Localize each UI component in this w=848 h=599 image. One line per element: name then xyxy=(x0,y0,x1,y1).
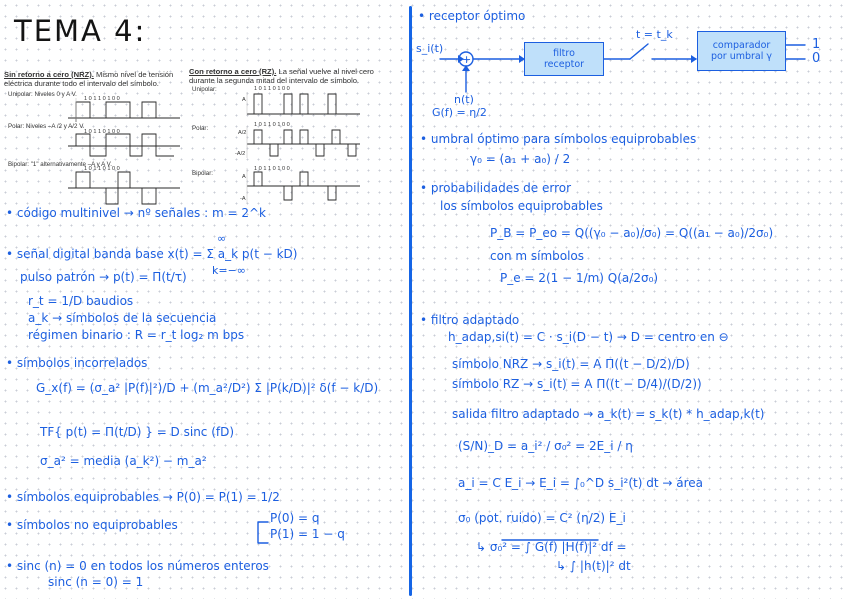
sum-lower-limit: k=−∞ xyxy=(212,264,246,277)
filtro-receptor-block: filtro receptor xyxy=(524,42,604,76)
brace-no-equiprobables xyxy=(258,522,268,543)
nrz-polar-label: Polar: Niveles –A /2 y A/2 V. xyxy=(8,123,85,130)
nrz-bipolar-label: Bipolar: "1" alternativamente –A y A V. xyxy=(8,161,112,168)
note-energia: a_i = C E_i → E_i = ∫₀^D s_i²(t) dt → área xyxy=(458,476,703,490)
note-pulso-patron: pulso patrón → p(t) = Π(t/τ) xyxy=(20,270,187,284)
note-pe: P_e = 2(1 − 1/m) Q(a/2σ₀) xyxy=(500,271,659,285)
sum-upper-limit: ∞ xyxy=(217,232,227,245)
bits-rz-bipolar: 1 0 1 1 0 1 0 0 xyxy=(254,166,290,172)
tick-a-rz-bipolar: A xyxy=(242,174,246,180)
bits-nrz-polar: 1 0 1 1 0 1 0 0 xyxy=(84,129,120,135)
nrz-description: Sin retorno a cero (NRZ). Mismo nivel de tensión eléctrica durante todo el intervalo del símbolo. xyxy=(4,70,174,88)
note-simbolo-nrz: símbolo NRZ → s_i(t) = A Π((t − D/2)/D) xyxy=(452,357,690,371)
comparador-block: comparador por umbral γ xyxy=(697,31,786,71)
tick-half-rz-polar: A/2 xyxy=(238,130,247,136)
note-snr: (S/N)_D = a_i² / σ₀² = 2E_i / η xyxy=(458,439,633,453)
tick-a-rz-unipolar: A xyxy=(242,97,246,103)
title-text: TEMA 4: xyxy=(14,14,147,48)
note-senal-digital: • señal digital banda base x(t) = Σ a_k p(t − kD) xyxy=(6,247,298,261)
note-no-equiprobables: • símbolos no equiprobables xyxy=(6,518,178,532)
switch-blade xyxy=(630,44,648,59)
note-equiprobables: • símbolos equiprobables → P(0) = P(1) = 1/2 xyxy=(6,490,280,504)
note-incorrelados: • símbolos incorrelados xyxy=(6,356,148,370)
note-potencia-ruido: σ₀ (pot. ruido) = C² (η/2) E_i xyxy=(458,511,626,525)
output-one: 1 xyxy=(812,37,821,52)
rz-bipolar-label: Bipolar: xyxy=(192,170,213,177)
note-baudios: r_t = 1/D baudios xyxy=(28,294,134,308)
note-regimen-binario: régimen binario : R = r_t log₂ m bps xyxy=(28,328,245,342)
noise-psd-label: G(f) = η/2 xyxy=(432,106,487,119)
bits-rz-polar: 1 0 1 1 0 1 0 0 xyxy=(254,122,290,128)
adder-plus: + xyxy=(462,53,472,66)
rz-description: Con retorno a cero (RZ). La señal vuelve al nivel cero durante la segunda mitad del intervalo de símbolo. xyxy=(189,67,374,85)
note-filtro-adaptado: • filtro adaptado xyxy=(420,313,520,327)
note-h-integral: ↳ ∫ |h(t)|² dt xyxy=(556,559,631,573)
nrz-unipolar-label: Unipolar: Niveles 0 y A V. xyxy=(8,91,77,98)
note-transformada: TF{ p(t) = Π(t/D) } = D sinc (fD) xyxy=(40,425,235,439)
receiver-input-label: s_i(t) xyxy=(416,42,444,55)
note-sinc-cero: sinc (n = 0) = 1 xyxy=(48,575,144,589)
bits-nrz-unipolar: 1 0 1 1 0 1 0 0 xyxy=(84,96,120,102)
note-prob-error: • probabilidades de error xyxy=(420,181,572,195)
rz-unipolar-label: Unipolar: xyxy=(192,86,217,93)
sampling-switch-label: t = t_k xyxy=(636,28,673,41)
note-gamma0: γ₀ = (a₁ + a₀) / 2 xyxy=(470,152,571,166)
note-m-simbolos: con m símbolos xyxy=(490,249,585,263)
note-salida-filtro: salida filtro adaptado → a_k(t) = s_k(t) * h_adap,k(t) xyxy=(452,407,765,421)
note-h-adap: h_adap,si(t) = C · s_i(D − t) → D = centro en ⊖ xyxy=(448,330,729,344)
note-prob-1-q: P(1) = 1 − q xyxy=(270,527,345,541)
note-varianza: σ_a² = media (a_k²) − m_a² xyxy=(40,454,207,468)
bits-nrz-bipolar: 1 0 1 1 0 1 0 0 xyxy=(84,166,120,172)
note-sigma-integral: ↳ σ₀² = ∫ G(f) |H(f)|² df = xyxy=(476,540,627,554)
output-zero: 0 xyxy=(812,51,821,66)
tick-neg-rz-bipolar: -A xyxy=(240,196,246,202)
note-simbolo-rz: símbolo RZ → s_i(t) = A Π((t − D/4)/(D/2)) xyxy=(452,377,702,391)
note-umbral-optimo: • umbral óptimo para símbolos equiprobables xyxy=(420,132,697,146)
note-sinc-enteros: • sinc (n) = 0 en todos los números enteros xyxy=(6,559,269,573)
note-simbolos-equiprobables: los símbolos equiprobables xyxy=(440,199,603,213)
noise-label: n(t) xyxy=(454,93,474,106)
note-simbolos-secuencia: a_k → símbolos de la secuencia xyxy=(28,311,217,325)
bits-rz-unipolar: 1 0 1 1 0 1 0 0 xyxy=(254,86,290,92)
tick-neg-half-rz-polar: -A/2 xyxy=(235,151,246,157)
note-densidad-espectral: G_x(f) = (σ_a² |P(f)|²)/D + (m_a²/D²) Σ |P(k/D)|² δ(f − k/D) xyxy=(36,381,379,395)
receiver-heading: • receptor óptimo xyxy=(418,9,526,23)
note-multinivel: • código multinivel → nº señales : m = 2^k xyxy=(6,206,266,220)
note-prob-q: P(0) = q xyxy=(270,511,320,525)
rz-polar-label: Polar: xyxy=(192,125,209,132)
note-pb-q: P_B = P_eo = Q((γ₀ − a₀)/σ₀) = Q((a₁ − a₀)/2σ₀) xyxy=(490,226,774,240)
